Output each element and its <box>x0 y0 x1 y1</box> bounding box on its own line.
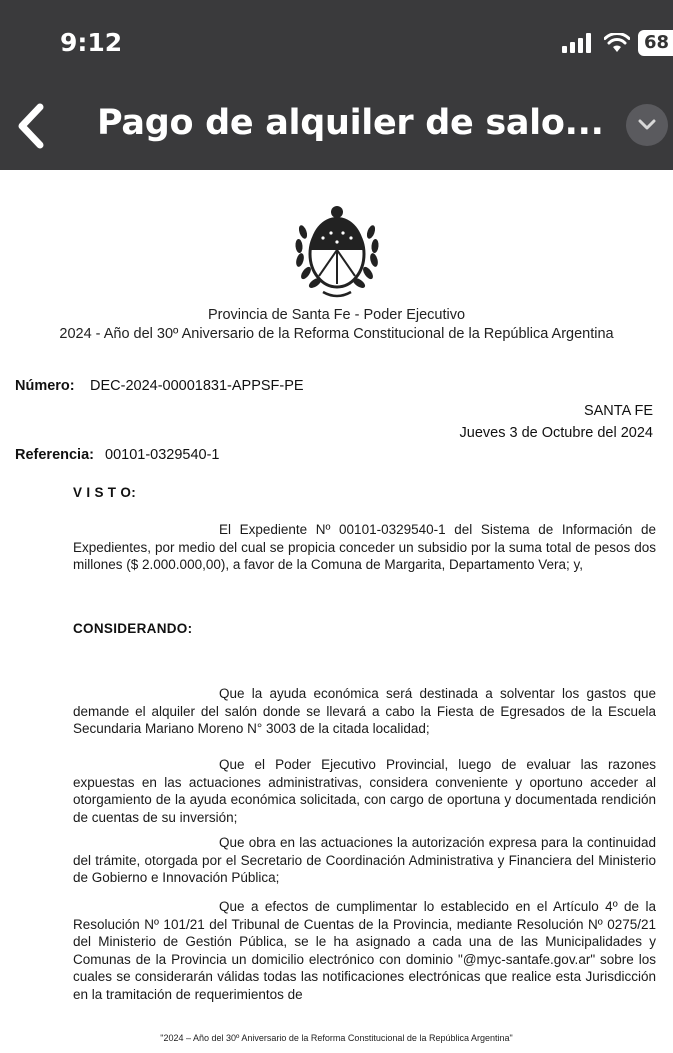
considerando-paragraph-3 <box>73 834 656 887</box>
status-time: 9:12 <box>60 28 123 57</box>
document-footer: "2024 – Año del 30º Aniversario de la Reforma Constitucional de la República Argentina" <box>160 1033 513 1043</box>
battery-indicator: 68 <box>638 30 673 56</box>
nav-bar <box>0 85 673 170</box>
visto-paragraph <box>73 521 656 574</box>
paragraph-4-text: Que a efectos de cumplimentar lo establecido en el Artículo 4º de la Resolución Nº 101/21 del Tribunal de Cuentas de la Provincia, mediante Resolución Nº 0275/21 del Ministerio de Gestión Pública, se le ha asignado a cada una de las Municipalidades y Comunas de la Provincia un domicilio electrónico con dominio "@myc-santafe.gov.ar" sobre los cuales se considerarán válidas todas las notificaciones electrónicas que realice esta Jurisdicción en la tramitación de requerimientos de <box>73 899 656 1002</box>
santa-fe-emblem-icon <box>293 202 381 304</box>
referencia-value: 00101-0329540-1 <box>105 447 220 463</box>
visto-heading: V I S T O: <box>73 485 137 500</box>
document-header-line-2: 2024 - Año del 30º Aniversario de la Reforma Constitucional de la República Argentina <box>59 326 614 342</box>
document-title: Pago de alquiler de salo... <box>97 103 604 143</box>
paragraph-1-text: Que la ayuda económica será destinada a solventar los gastos que demande el alquiler del salón donde se llevará a cabo la Fiesta de Egresados de la Escuela Secundaria Mariano Moreno N° 3003 de la citada localidad; <box>73 686 656 736</box>
numero-value: DEC-2024-00001831-APPSF-PE <box>90 378 304 394</box>
back-button[interactable] <box>12 101 52 151</box>
status-icons <box>562 30 673 56</box>
chevron-left-icon <box>12 101 52 151</box>
considerando-paragraph-4 <box>73 898 656 1003</box>
document-page <box>0 170 673 1053</box>
visto-text: El Expediente Nº 00101-0329540-1 del Sistema de Información de Expedientes, por medio del cual se propicia conceder un subsidio por la suma total de pesos dos millones ($ 2.000.000,00), a favor de la Comuna de Margarita, Departamento Vera; y, <box>73 522 656 572</box>
paragraph-2-text: Que el Poder Ejecutivo Provincial, luego de evaluar las razones expuestas en las actuaciones administrativas, considera conveniente y oportuno acceder al otorgamiento de la ayuda económica solicitada, con cargo de oportuna y documentada rendición de cuentas de su inversión; <box>73 757 656 825</box>
paragraph-3-text: Que obra en las actuaciones la autorización expresa para la continuidad del trámite, otorgada por el Secretario de Coordinación Administrativa y Financiera del Ministerio de Gobierno e Innovación Pública; <box>73 835 656 885</box>
considerando-paragraph-1 <box>73 685 656 738</box>
considerando-heading: CONSIDERANDO: <box>73 621 193 636</box>
date-text: Jueves 3 de Octubre del 2024 <box>459 425 653 441</box>
status-bar <box>0 0 673 85</box>
chevron-down-icon <box>637 118 657 132</box>
wifi-icon <box>604 33 630 53</box>
title-menu-button[interactable] <box>626 104 668 146</box>
document-header-line-1: Provincia de Santa Fe - Poder Ejecutivo <box>207 307 466 323</box>
considerando-paragraph-2 <box>73 756 656 826</box>
place-text: SANTA FE <box>583 403 653 419</box>
referencia-label: Referencia: <box>15 447 94 463</box>
numero-label: Número: <box>15 378 75 394</box>
signal-icon <box>562 33 596 53</box>
